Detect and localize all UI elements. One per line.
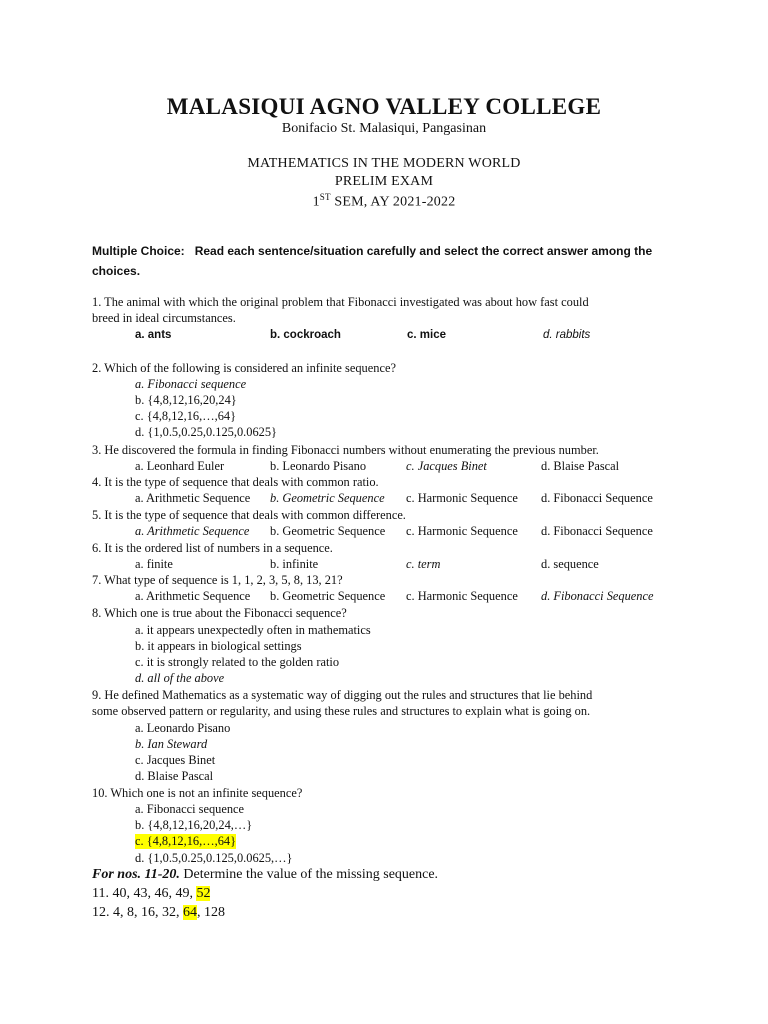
q10-option-d: d. {1,0.5,0.25,0.125,0.0625,…} xyxy=(135,851,293,865)
question-10: 10. Which one is not an infinite sequence? xyxy=(92,786,303,800)
question-12 xyxy=(92,905,225,921)
question-9-line-1: 9. He defined Mathematics as a systematic way of digging out the rules and structures that lie behind xyxy=(92,688,593,702)
q7-option-a: a. Arithmetic Sequence xyxy=(135,589,251,603)
college-address: Bonifacio St. Malasiqui, Pangasinan xyxy=(281,121,487,136)
q3-option-c: c. Jacques Binet xyxy=(406,459,487,473)
instructions-label: Multiple Choice: xyxy=(92,244,185,258)
q5-option-d: d. Fibonacci Sequence xyxy=(541,524,653,538)
q12-sequence: 12. 4, 8, 16, 32, xyxy=(92,905,183,920)
semester-suffix: ST xyxy=(319,192,331,202)
instructions-line-1 xyxy=(92,244,652,258)
semester-number: 1 xyxy=(312,194,320,210)
semester-line xyxy=(0,192,768,211)
q4-option-d: d. Fibonacci Sequence xyxy=(541,491,653,505)
q6-option-b: b. infinite xyxy=(270,557,319,571)
q10-option-b: b. {4,8,12,16,20,24,…} xyxy=(135,818,253,832)
q11-sequence: 11. 40, 43, 46, 49, xyxy=(92,886,197,901)
question-5: 5. It is the type of sequence that deals with common difference. xyxy=(92,508,406,522)
q5-option-a: a. Arithmetic Sequence xyxy=(135,524,250,538)
q9-option-c: c. Jacques Binet xyxy=(135,753,216,767)
q6-option-c: c. term xyxy=(406,557,441,571)
q3-option-d: d. Blaise Pascal xyxy=(541,459,620,473)
q9-option-d: d. Blaise Pascal xyxy=(135,769,214,783)
part-2-text: Determine the value of the missing sequence. xyxy=(179,867,439,882)
q10-option-c: c. {4,8,12,16,…,64} xyxy=(135,834,237,848)
q6-option-d: d. sequence xyxy=(541,557,599,571)
q8-option-b: b. it appears in biological settings xyxy=(135,639,302,653)
question-11 xyxy=(92,886,210,902)
q2-option-a: a. Fibonacci sequence xyxy=(135,377,247,391)
instructions-line-2: choices. xyxy=(92,264,141,278)
college-name: MALASIQUI AGNO VALLEY COLLEGE xyxy=(166,94,602,119)
part-2-instruction xyxy=(92,867,438,883)
q6-option-a: a. finite xyxy=(135,557,173,571)
q4-option-c: c. Harmonic Sequence xyxy=(406,491,518,505)
q2-option-d: d. {1,0.5,0.25,0.125,0.0625} xyxy=(135,425,277,439)
q8-option-d: d. all of the above xyxy=(135,671,225,685)
question-1-line-2: breed in ideal circumstances. xyxy=(92,311,236,325)
q5-option-c: c. Harmonic Sequence xyxy=(406,524,518,538)
question-2: 2. Which of the following is considered an infinite sequence? xyxy=(92,361,396,375)
question-3: 3. He discovered the formula in finding Fibonacci numbers without enumerating the previous number. xyxy=(92,443,599,457)
question-4: 4. It is the type of sequence that deals with common ratio. xyxy=(92,475,379,489)
course-title: MATHEMATICS IN THE MODERN WORLD xyxy=(247,156,521,171)
q9-option-b: b. Ian Steward xyxy=(135,737,208,751)
exam-title: PRELIM EXAM xyxy=(334,174,434,189)
semester-rest: SEM, AY 2021-2022 xyxy=(330,194,456,210)
question-6: 6. It is the ordered list of numbers in a sequence. xyxy=(92,541,333,555)
q4-option-b: b. Geometric Sequence xyxy=(270,491,385,505)
q7-option-c: c. Harmonic Sequence xyxy=(406,589,518,603)
question-8: 8. Which one is true about the Fibonacci sequence? xyxy=(92,606,347,620)
q4-option-a: a. Arithmetic Sequence xyxy=(135,491,251,505)
q5-option-b: b. Geometric Sequence xyxy=(270,524,386,538)
q1-option-b: b. cockroach xyxy=(270,329,341,341)
question-7: 7. What type of sequence is 1, 1, 2, 3, 5, 8, 13, 21? xyxy=(92,573,343,587)
q12-after: , 128 xyxy=(197,905,225,920)
q2-option-c: c. {4,8,12,16,…,64} xyxy=(135,409,237,423)
question-1-line-1: 1. The animal with which the original problem that Fibonacci investigated was about how fast could xyxy=(92,295,589,309)
q3-option-a: a. Leonhard Euler xyxy=(135,459,225,473)
q1-option-c: c. mice xyxy=(407,329,446,341)
q1-option-a: a. ants xyxy=(135,329,172,341)
q12-answer: 64 xyxy=(183,905,197,920)
question-9-line-2: some observed pattern or regularity, and using these rules and structures to explain what is going on. xyxy=(92,704,591,718)
q10-option-a: a. Fibonacci sequence xyxy=(135,802,245,816)
q11-answer: 52 xyxy=(196,886,211,901)
instructions-text: Read each sentence/situation carefully and select the correct answer among the xyxy=(194,244,653,258)
q8-option-c: c. it is strongly related to the golden ratio xyxy=(135,655,340,669)
part-2-label: For nos. 11-20. xyxy=(92,867,180,882)
q2-option-b: b. {4,8,12,16,20,24} xyxy=(135,393,237,407)
q1-option-d: d. rabbits xyxy=(543,329,591,341)
q8-option-a: a. it appears unexpectedly often in mathematics xyxy=(135,623,371,637)
q3-option-b: b. Leonardo Pisano xyxy=(270,459,367,473)
q7-option-d: d. Fibonacci Sequence xyxy=(541,589,654,603)
q7-option-b: b. Geometric Sequence xyxy=(270,589,386,603)
q9-option-a: a. Leonardo Pisano xyxy=(135,721,231,735)
